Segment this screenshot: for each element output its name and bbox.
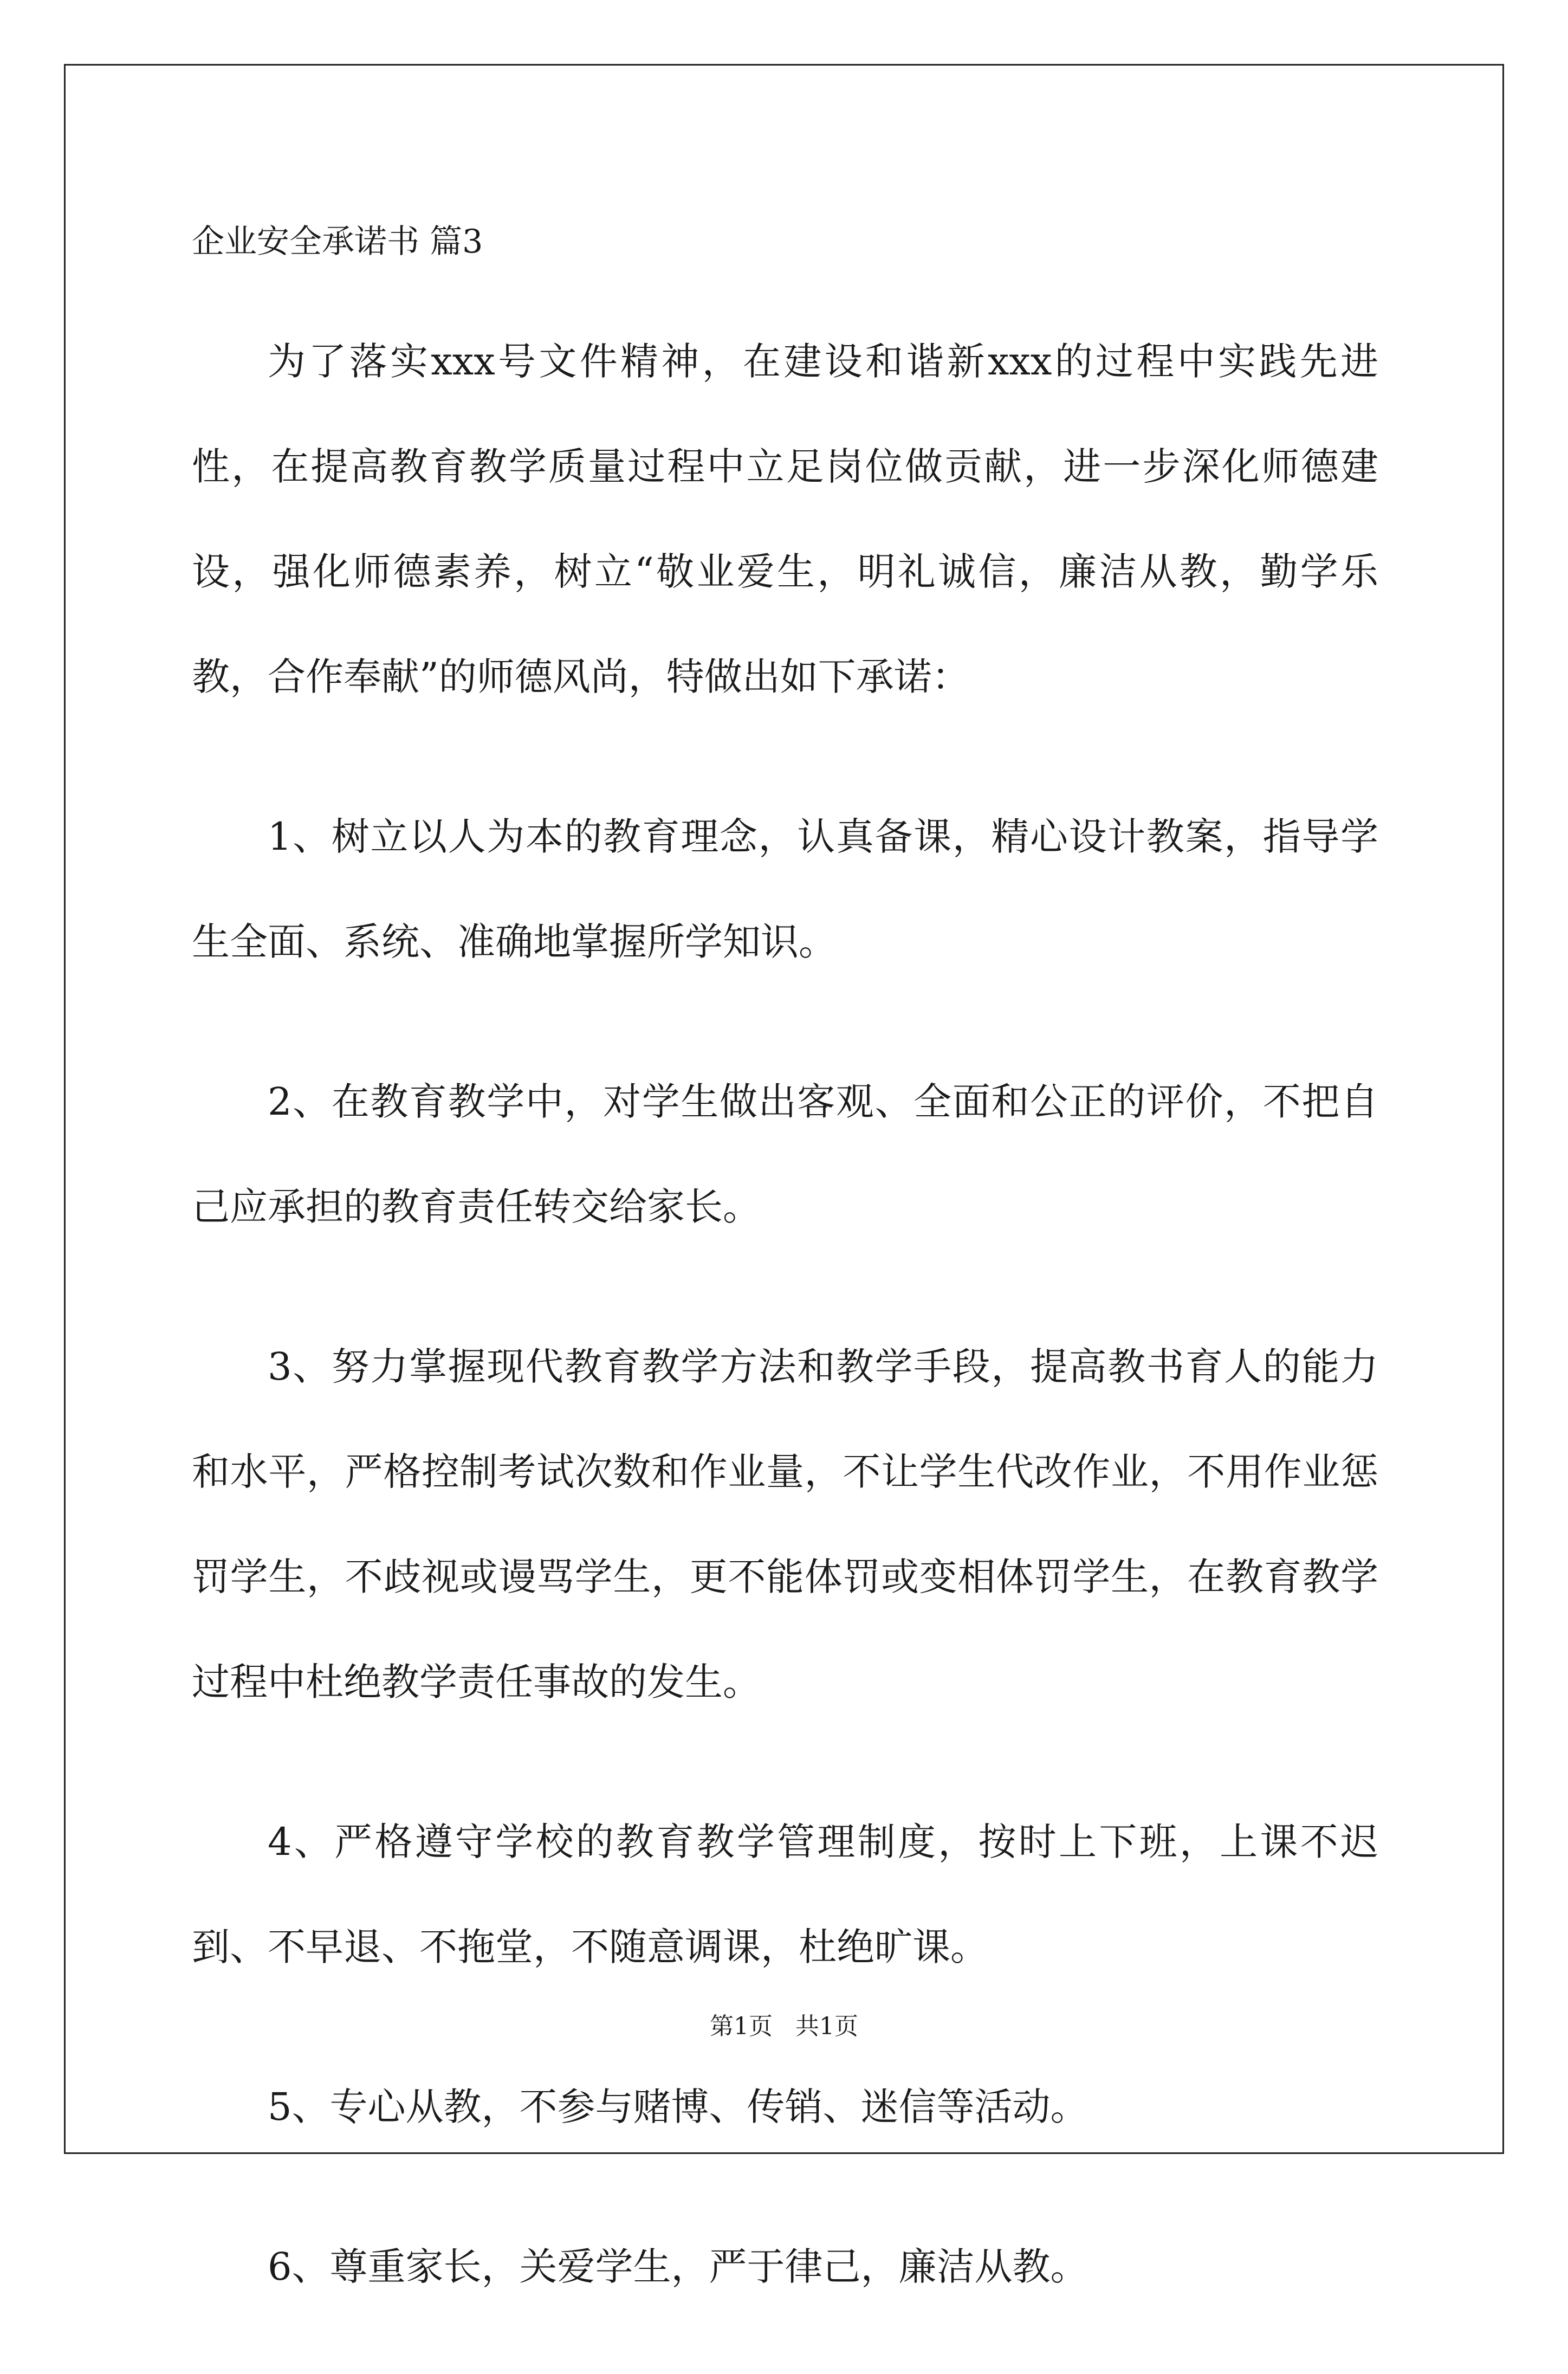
commitment-item-2: 2、在教育教学中，对学生做出客观、全面和公正的评价，不把自己应承担的教育责任转交给家长。 (192, 1079, 1378, 1229)
document-body (192, 309, 1378, 2374)
commitment-item-4: 4、严格遵守学校的教育教学管理制度，按时上下班，上课不迟到、不早退、不拖堂，不随意调课，杜绝旷课。 (192, 1820, 1378, 1969)
commitment-item-1: 1、树立以人为本的教育理念，认真备课，精心设计教案，指导学生全面、系统、准确地掌握所学知识。 (192, 814, 1378, 964)
intro-paragraph: 为了落实xxx号文件精神，在建设和谐新xxx的过程中实践先进性，在提高教育教学质量过程中立足岗位做贡献，进一步深化师德建设，强化师德素养，树立“敬业爱生，明礼诚信，廉洁从教，勤学乐教，合作奉献”的师德风尚，特做出如下承诺： (192, 339, 1378, 699)
commitment-item-5: 5、专心从教，不参与赌博、传销、迷信等活动。 (268, 2085, 1088, 2129)
commitment-item-3: 3、努力掌握现代教育教学方法和教学手段，提高教书育人的能力和水平，严格控制考试次数和作业量，不让学生代改作业，不用作业惩罚学生，不歧视或谩骂学生，更不能体罚或变相体罚学生，在教育教学过程中杜绝教学责任事故的发生。 (192, 1344, 1378, 1704)
page-number: 第1页 共1页 (710, 2013, 858, 2040)
commitment-item-6: 6、尊重家长，关爱学生，严于律己，廉洁从教。 (268, 2244, 1088, 2289)
document-title: 企业安全承诺书 篇3 (192, 223, 483, 261)
